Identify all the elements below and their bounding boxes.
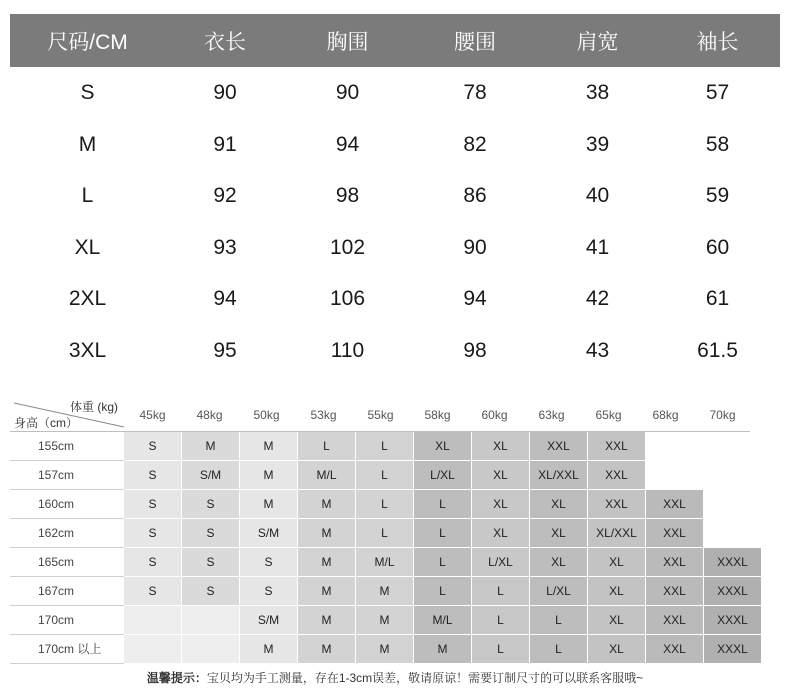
grid-cell: XXL [646,490,704,519]
height-label: 165cm [10,548,124,577]
size-cell-length: 95 [213,338,237,362]
grid-row [10,548,762,577]
grid-cell: M [298,519,356,548]
grid-cell: M/L [414,606,472,635]
grid-row [10,519,762,548]
size-cell-waist: 98 [463,338,487,362]
size-cell-length: 92 [213,184,237,207]
size-cell-waist: 94 [463,287,487,310]
weight-header-row [124,408,751,426]
grid-cell: XL [530,519,588,548]
grid-cell: XXL [588,490,646,519]
header-waist: 腰围 [454,30,496,54]
grid-cell: L [530,635,588,664]
grid-cell [704,490,762,519]
grid-cell: XXXL [704,606,762,635]
size-cell-shoulder: 43 [585,338,610,362]
size-table-header [10,14,780,67]
size-cell-shoulder: 41 [585,235,610,259]
grid-cell: M [240,490,298,519]
grid-cell: L/XL [414,461,472,490]
grid-cell: M [356,606,414,635]
size-cell-bust: 102 [329,235,366,259]
grid-cell: XXL [646,577,704,606]
grid-cell: L/XL [472,548,530,577]
grid-cell [182,606,240,635]
grid-cell: XXL [646,635,704,664]
grid-cell: L [472,606,530,635]
header-sleeve: 袖长 [696,30,739,54]
size-cell-length: 90 [213,81,237,104]
grid-cell: XL/XXL [530,461,588,490]
size-cell-shoulder: 38 [585,81,610,104]
grid-cell: L [530,606,588,635]
grid-cell: S [182,548,240,577]
grid-cell: M [182,432,240,461]
weight-header-cell: 70kg [709,408,736,422]
size-cell-size: 3XL [68,338,107,362]
grid-cell: M/L [356,548,414,577]
size-row [10,119,780,171]
grid-cell: M [356,635,414,664]
size-cell-length: 91 [213,132,237,156]
grid-cell: XL [588,577,646,606]
grid-cell: L [356,461,414,490]
size-cell-shoulder: 39 [585,132,610,156]
grid-cell [646,461,704,490]
weight-header-cell: 58kg [424,408,451,422]
size-row [10,273,780,325]
size-row [10,222,780,274]
size-cell-bust: 106 [329,287,366,310]
size-cell-sleeve: 60 [705,235,730,259]
size-cell-sleeve: 61 [705,287,730,310]
grid-row [10,432,762,461]
grid-cell: S [124,490,182,519]
size-cell-shoulder: 40 [585,184,610,207]
grid-cell: XXL [588,432,646,461]
grid-cell: XXL [646,519,704,548]
grid-cell: S [182,490,240,519]
size-cell-bust: 94 [335,132,360,156]
grid-cell: L [472,635,530,664]
grid-cell: XXL [588,461,646,490]
grid-cell: S [124,548,182,577]
grid-cell: L [298,432,356,461]
grid-cell: XL [588,606,646,635]
grid-cell: M [240,461,298,490]
size-cell-size: M [78,132,97,156]
grid-cell: M [298,548,356,577]
height-label: 170cm [10,606,124,635]
size-cell-sleeve: 58 [705,132,730,156]
grid-cell: M [356,577,414,606]
grid-cell: L [414,577,472,606]
size-cell-shoulder: 42 [585,287,610,310]
size-cell-length: 93 [213,235,237,259]
grid-cell: L [356,519,414,548]
grid-cell: XL [472,432,530,461]
size-cell-bust: 98 [335,184,360,207]
grid-cell: L/XL [530,577,588,606]
weight-axis-label: 体重 (kg) [70,400,119,414]
grid-cell: S/M [240,606,298,635]
grid-cell: XXL [530,432,588,461]
grid-row [10,635,762,664]
grid-cell: M/L [298,461,356,490]
size-cell-sleeve: 59 [705,184,730,207]
size-cell-length: 94 [213,287,237,310]
footer-note [0,669,790,686]
height-label: 167cm [10,577,124,606]
grid-cell [704,519,762,548]
grid-cell: M [298,490,356,519]
grid-cell: L [414,490,472,519]
grid-row [10,577,762,606]
size-cell-size: XL [74,235,101,259]
weight-header-cell: 55kg [367,408,394,422]
weight-header-cell: 53kg [310,408,337,422]
height-label: 162cm [10,519,124,548]
grid-cell: M [240,432,298,461]
size-row [10,67,780,119]
grid-cell: L [414,519,472,548]
grid-row [10,606,762,635]
header-bust: 胸围 [326,30,369,54]
grid-cell: XL [472,519,530,548]
grid-cell [704,432,762,461]
grid-cell: S [240,577,298,606]
header-shoulder: 肩宽 [576,30,619,54]
weight-header-cell: 45kg [139,408,166,422]
grid-cell: L [356,432,414,461]
weight-header-cell: 65kg [595,408,622,422]
height-label: 170cm 以上 [10,635,124,664]
grid-cell [704,461,762,490]
size-cell-waist: 78 [463,81,487,104]
grid-cell: L [472,577,530,606]
footer-text: 宝贝均为手工测量，存在1-3cm误差，敬请原谅！需要订制尺寸的可以联系客服哦~ [206,671,644,685]
grid-cell [124,635,182,664]
grid-cell: XXL [646,548,704,577]
grid-cell: L [356,490,414,519]
grid-cell: XXL [646,606,704,635]
grid-cell: XL [530,490,588,519]
height-label: 157cm [10,461,124,490]
height-label: 160cm [10,490,124,519]
grid-cell: S [124,461,182,490]
grid-cell: S [124,432,182,461]
grid-cell: M [298,577,356,606]
size-row [10,325,780,377]
size-cell-size: 2XL [68,287,107,310]
size-cell-waist: 86 [463,184,487,207]
grid-cell: XL [530,548,588,577]
header-length: 衣长 [204,30,246,54]
size-cell-bust: 110 [330,338,365,362]
grid-cell: S/M [182,461,240,490]
grid-cell [646,432,704,461]
weight-header-cell: 68kg [652,408,679,422]
grid-cell: S [182,519,240,548]
grid-cell: M [414,635,472,664]
grid-cell: XXXL [704,635,762,664]
size-row [10,170,780,222]
grid-cell: S/M [240,519,298,548]
grid-cell: XL [472,490,530,519]
height-axis-label: 身高（cm） [14,416,78,430]
size-cell-waist: 90 [463,235,487,259]
size-cell-waist: 82 [463,132,487,156]
grid-cell: XXXL [704,577,762,606]
height-label: 155cm [10,432,124,461]
footer-label: 温馨提示： [146,671,207,685]
grid-cell: M [298,635,356,664]
grid-cell: S [124,519,182,548]
grid-cell [124,606,182,635]
size-cell-sleeve: 61.5 [697,338,738,362]
grid-cell: XL [588,635,646,664]
grid-cell: S [124,577,182,606]
size-cell-sleeve: 57 [705,81,730,104]
weight-header-cell: 50kg [253,408,280,422]
grid-row [10,461,762,490]
grid-cell: M [240,635,298,664]
grid-cell: L [414,548,472,577]
grid-cell: XL [414,432,472,461]
grid-cell: XL/XXL [588,519,646,548]
grid-cell: S [182,577,240,606]
weight-header-cell: 48kg [196,408,223,422]
grid-cell: S [240,548,298,577]
size-cell-size: L [81,184,94,207]
size-cell-size: S [80,81,95,104]
grid-cell: XL [588,548,646,577]
grid-row [10,490,762,519]
grid-cell [182,635,240,664]
grid-cell: XL [472,461,530,490]
size-cell-bust: 90 [335,81,360,104]
header-size: 尺码/CM [47,30,128,54]
grid-cell: XXXL [704,548,762,577]
weight-header-cell: 60kg [481,408,508,422]
weight-header-cell: 63kg [538,408,565,422]
grid-cell: M [298,606,356,635]
